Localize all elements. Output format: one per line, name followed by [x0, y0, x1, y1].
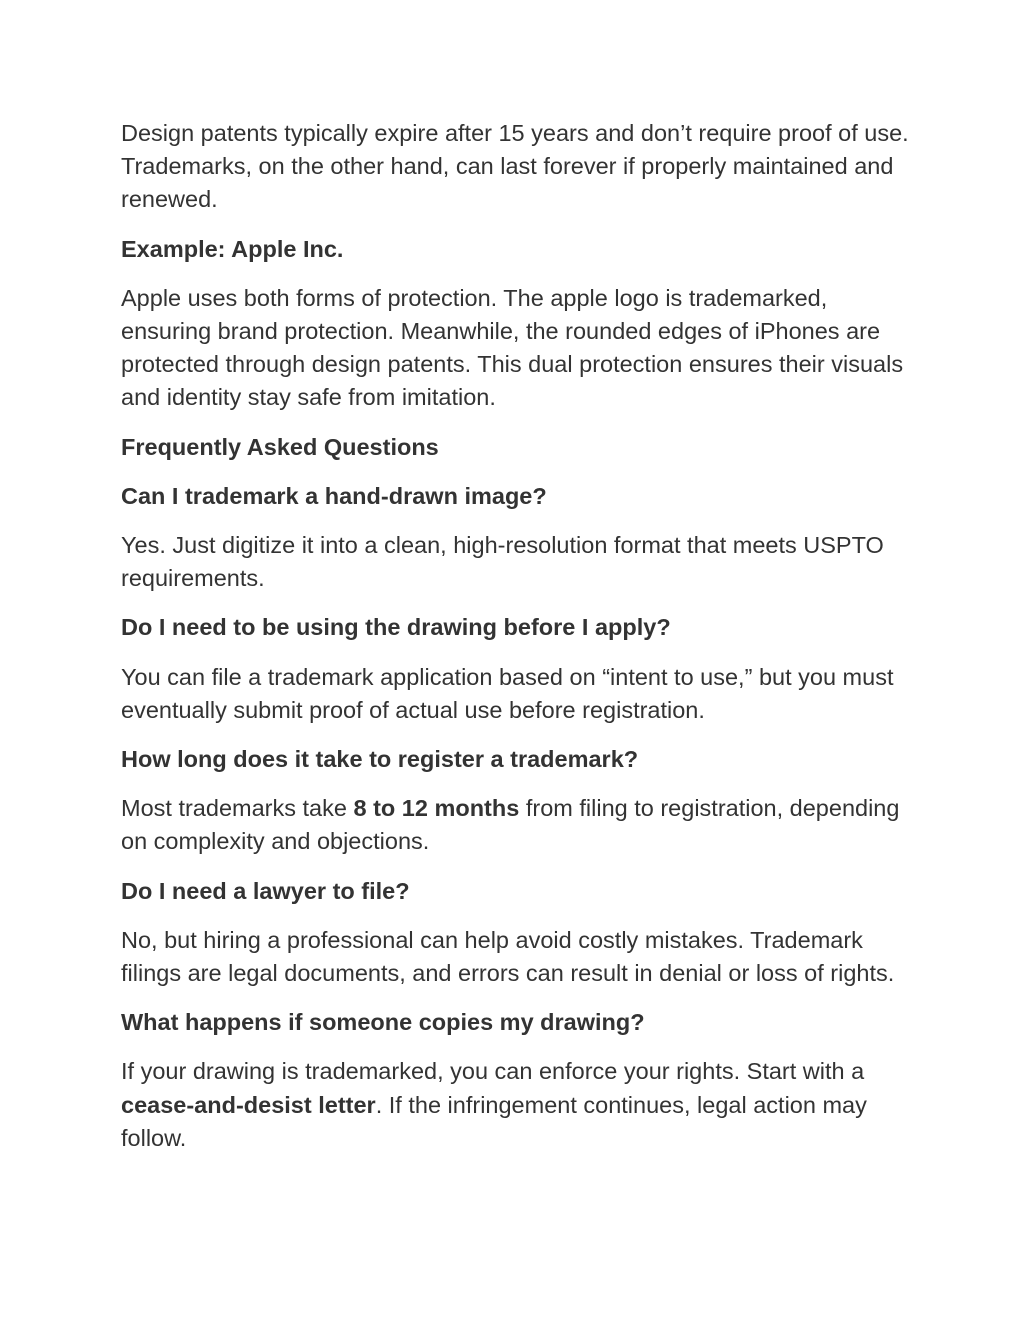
faq-question-1: Can I trademark a hand-drawn image?	[121, 482, 547, 509]
faq-answer-5	[121, 1055, 911, 1155]
faq-answer-1: Yes. Just digitize it into a clean, high-resolution format that meets USPTO requirements.	[121, 532, 884, 592]
faq-answer-2: You can file a trademark application based on “intent to use,” but you must eventually submit proof of actual use before registration.	[121, 663, 894, 723]
faq-answer-3	[121, 792, 911, 858]
faq-answer-3-start: Most trademarks take	[121, 795, 354, 822]
faq-question-3: How long does it take to register a trademark?	[121, 746, 639, 773]
faq-answer-3-emphasis: 8 to 12 months	[353, 795, 520, 822]
faq-answer-5-start: If your drawing is trademarked, you can enforce your rights. Start with a	[121, 1058, 865, 1085]
document-page	[121, 117, 911, 1171]
example-paragraph: Apple uses both forms of protection. The apple logo is trademarked, ensuring brand protection. Meanwhile, the rounded edges of iPhones are protected through design patents. This dual protection ensures their visuals and identity stay safe from imitation.	[121, 284, 904, 411]
faq-question-5: What happens if someone copies my drawing?	[121, 1009, 645, 1036]
faq-heading: Frequently Asked Questions	[121, 433, 439, 460]
faq-answer-4: No, but hiring a professional can help avoid costly mistakes. Trademark filings are legal documents, and errors can result in denial or loss of rights.	[121, 926, 895, 987]
example-heading: Example: Apple Inc.	[121, 235, 344, 262]
intro-paragraph: Design patents typically expire after 15 years and don’t require proof of use. Trademarks, on the other hand, can last forever if properly maintained and renewed.	[121, 120, 909, 213]
faq-answer-5-end: . If the infringement continues, legal action may follow.	[121, 1091, 867, 1151]
faq-answer-3-end: from filing to registration, depending on complexity and objections.	[121, 795, 900, 855]
faq-question-4: Do I need a lawyer to file?	[121, 877, 410, 904]
faq-answer-5-emphasis: cease-and-desist letter	[121, 1091, 376, 1118]
faq-question-2: Do I need to be using the drawing before I apply?	[121, 614, 671, 641]
